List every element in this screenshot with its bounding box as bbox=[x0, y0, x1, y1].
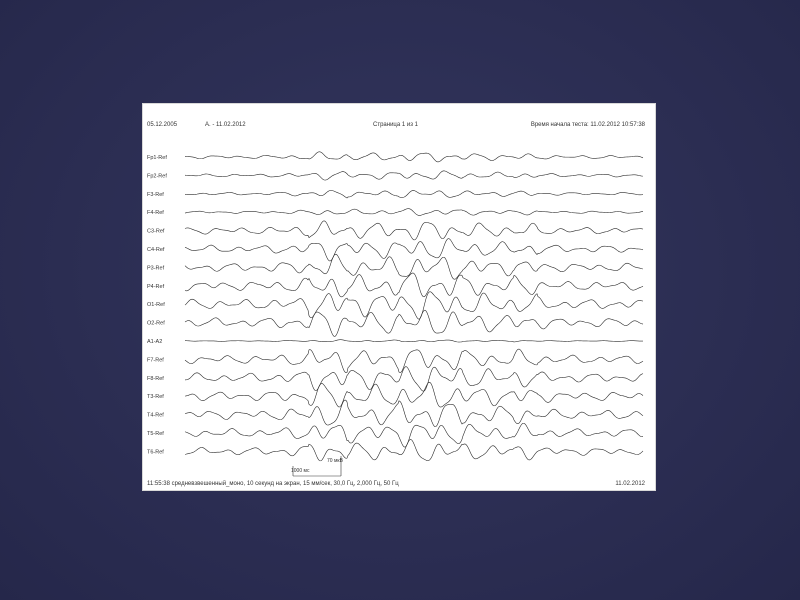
channel-label: F7-Ref bbox=[147, 357, 164, 364]
amplitude-scale-label: 70 мкВ bbox=[327, 458, 343, 464]
eeg-trace bbox=[185, 367, 643, 391]
channel-label: T6-Ref bbox=[147, 449, 164, 456]
eeg-trace bbox=[185, 152, 643, 162]
footer-date: 11.02.2012 bbox=[615, 481, 645, 487]
channel-label: O1-Ref bbox=[147, 302, 165, 309]
channel-label: P4-Ref bbox=[147, 283, 165, 290]
header-page-number: Страница 1 из 1 bbox=[373, 122, 418, 128]
header-patient: А. - 11.02.2012 bbox=[205, 122, 246, 128]
eeg-trace bbox=[185, 239, 643, 261]
eeg-trace bbox=[185, 440, 643, 461]
eeg-trace bbox=[185, 273, 643, 297]
channel-label: P3-Ref bbox=[147, 265, 165, 272]
channel-label: Fp1-Ref bbox=[147, 155, 167, 161]
eeg-trace bbox=[185, 171, 643, 180]
eeg-recording-image bbox=[143, 104, 655, 490]
channel-label: O2-Ref bbox=[147, 320, 165, 327]
eeg-trace bbox=[185, 190, 643, 198]
eeg-trace bbox=[185, 340, 643, 342]
eeg-trace bbox=[185, 292, 643, 319]
channel-label: A1-A2 bbox=[147, 339, 163, 345]
eeg-trace bbox=[185, 382, 643, 407]
channel-label: T4-Ref bbox=[147, 412, 164, 419]
time-scale-label: 1000 мс bbox=[291, 468, 310, 474]
channel-label: T3-Ref bbox=[147, 394, 164, 401]
channel-label: F3-Ref bbox=[147, 191, 164, 198]
channel-label: F4-Ref bbox=[147, 210, 164, 217]
eeg-trace bbox=[185, 310, 643, 336]
channel-label: C4-Ref bbox=[147, 247, 165, 253]
eeg-trace bbox=[185, 221, 643, 240]
header-start-time: Время начала теста: 11.02.2012 10:57:38 bbox=[530, 122, 645, 128]
channel-label: C3-Ref bbox=[147, 228, 165, 235]
eeg-trace bbox=[185, 209, 643, 216]
eeg-trace bbox=[185, 349, 643, 373]
eeg-traces bbox=[143, 104, 655, 490]
channel-label: F8-Ref bbox=[147, 375, 164, 382]
channel-label: Fp2-Ref bbox=[147, 173, 167, 180]
eeg-trace bbox=[185, 254, 643, 279]
header-date: 05.12.2005 bbox=[147, 122, 178, 128]
eeg-trace bbox=[185, 400, 643, 427]
footer-recording-info: 11:55:38 средневзвешенный_моно, 10 секунд на экран, 15 мм/сек, 30,0 Гц, 2,000 Гц, 50 Гц bbox=[147, 481, 399, 487]
channel-label: T5-Ref bbox=[147, 431, 164, 437]
